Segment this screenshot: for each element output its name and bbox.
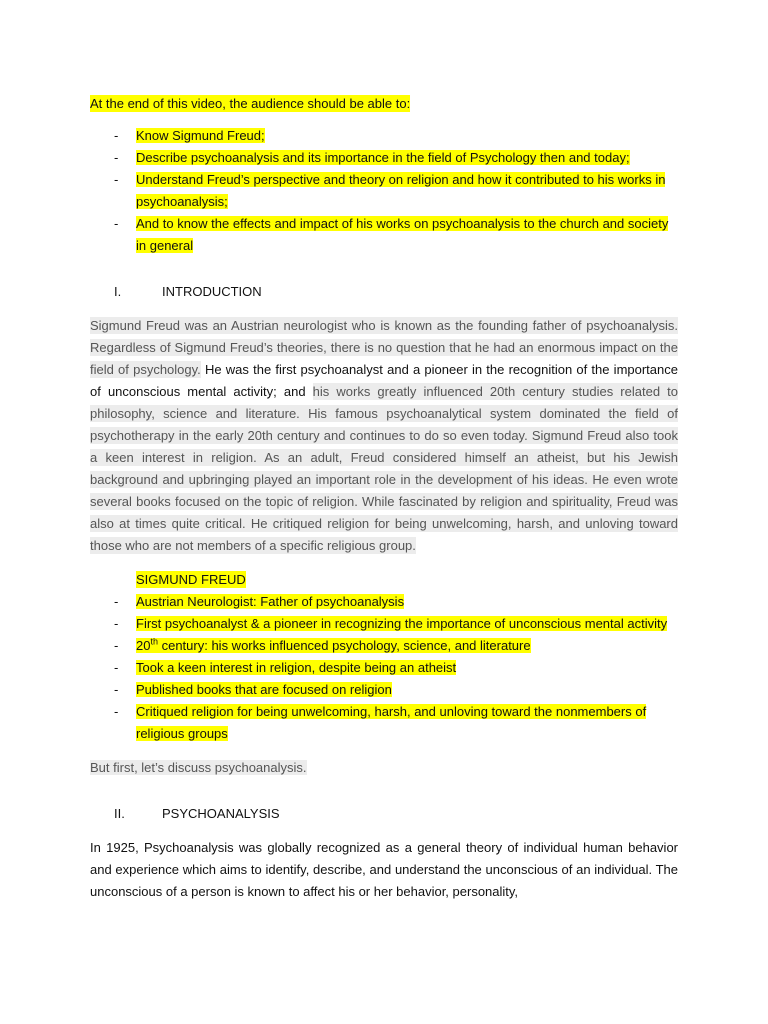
objectives-list [90,125,678,257]
introduction-paragraph: Sigmund Freud was an Austrian neurologist who is known as the founding father of psychoanalysis. Regardless of Sigmund Freud’s theories, there is no question that he had an enormous impact on the field of psychology. He was the first psychoanalyst and a pioneer in the recognition of the importance of unconscious mental activity; and his works greatly influenced 20th century studies related to philosophy, science and literature. His famous psychoanalytical system dominated the field of psychotherapy in the early 20th century and continues to do so even today. Sigmund Freud also took a keen interest in religion. As an adult, Freud considered himself an atheist, but his Jewish background and upbringing played an important role in the development of his ideas. He even wrote several books focused on the topic of religion. While fascinated by religion and spirituality, Freud was also at times quite critical. He critiqued religion for being unwelcoming, harsh, and unloving toward those who are not members of a specific religious group. [90,318,678,553]
psychoanalysis-paragraph: In 1925, Psychoanalysis was globally recognized as a general theory of individual human behavior and experience which aims to identify, describe, and understand the unconscious of an individual. The unconscious of a person is known to affect his or her behavior, personality, [90,840,678,899]
summary-item: - Austrian Neurologist: Father of psychoanalysis [90,591,678,613]
dash-bullet: - [114,150,119,165]
section-number: II. [114,806,125,821]
dash-bullet: - [114,638,119,653]
summary-item: - Took a keen interest in religion, despite being an atheist [90,657,678,679]
transition-sentence: But first, let’s discuss psychoanalysis. [90,760,307,775]
summary-item: - Published books that are focused on religion [90,679,678,701]
dash-bullet: - [114,128,119,143]
dash-bullet: - [114,704,119,719]
objective-item: - Describe psychoanalysis and its importance in the field of Psychology then and today; [90,147,678,169]
dash-bullet: - [114,172,119,187]
summary-title: SIGMUND FREUD [136,572,246,587]
summary-item: - First psychoanalyst & a pioneer in recognizing the importance of unconscious mental activity [90,613,678,635]
summary-item: - 20th century: his works influenced psychology, science, and literature [90,635,678,657]
document-body [90,93,678,903]
summary-list [90,591,678,745]
section-heading-introduction [90,281,678,303]
section-number: I. [114,284,122,299]
dash-bullet: - [114,660,119,675]
objective-item: - And to know the effects and impact of his works on psychoanalysis to the church and society in general [90,213,678,257]
summary-item: - Critiqued religion for being unwelcoming, harsh, and unloving toward the nonmembers of religious groups [90,701,678,745]
section-heading-psychoanalysis [90,803,678,825]
dash-bullet: - [114,594,119,609]
section-title: PSYCHOANALYSIS [162,806,280,821]
section-title: INTRODUCTION [162,284,262,299]
dash-bullet: - [114,616,119,631]
objective-item: - Understand Freud’s perspective and theory on religion and how it contributed to his works in psychoanalysis; [90,169,678,213]
dash-bullet: - [114,682,119,697]
dash-bullet: - [114,216,119,231]
objectives-intro: At the end of this video, the audience should be able to: [90,96,411,111]
objective-item: - Know Sigmund Freud; [90,125,678,147]
